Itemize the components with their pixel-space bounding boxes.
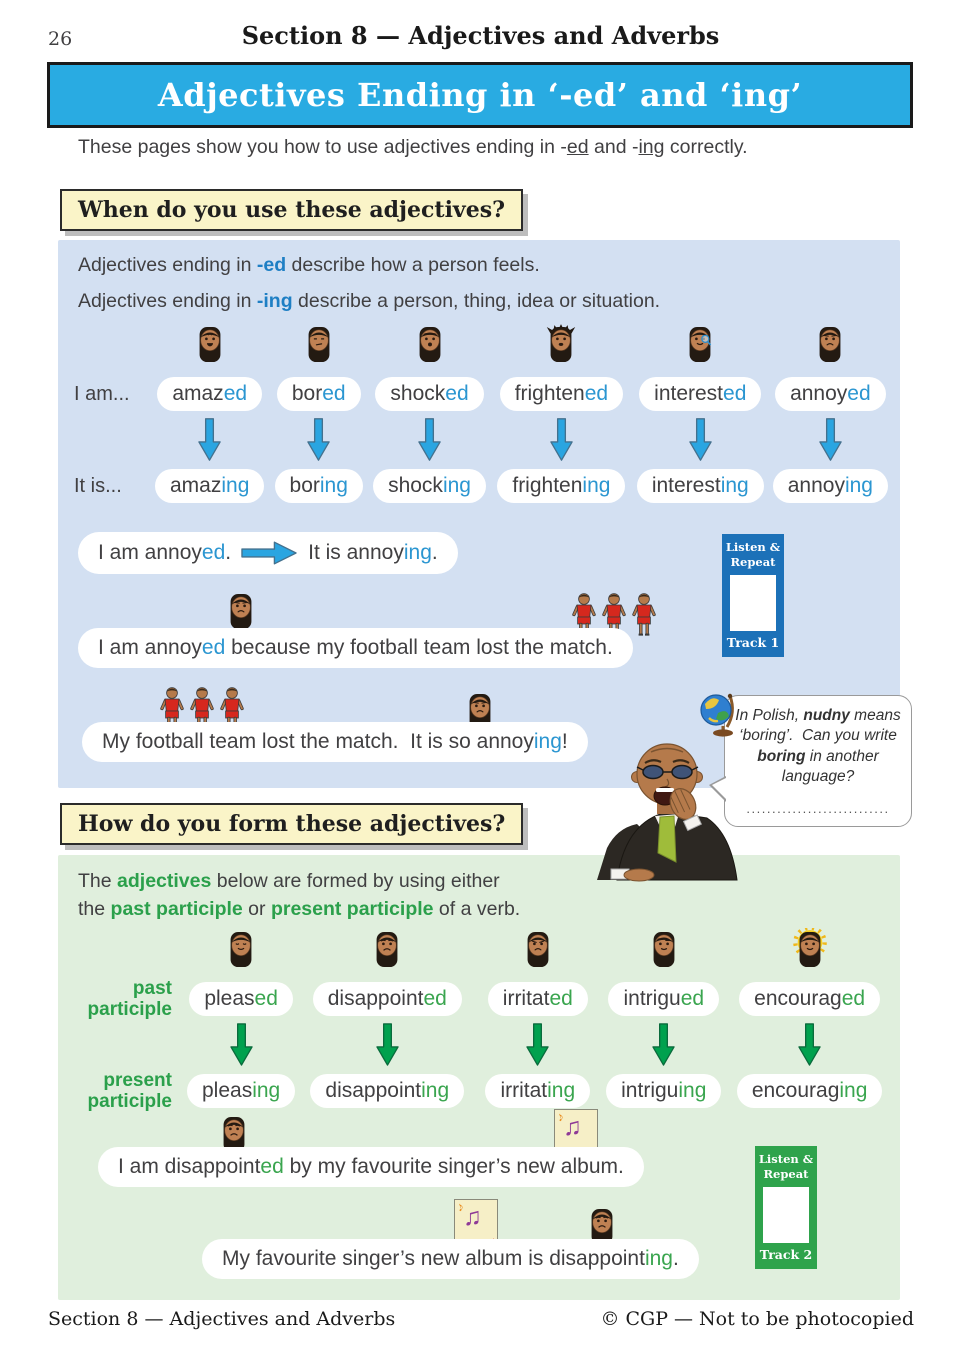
ed-word-pill: annoyed [775,377,886,411]
i-am-label: I am... [74,382,130,405]
formation-rules [78,869,520,935]
ing-word-pill: boring [275,469,363,503]
down-arrow-green-icon [797,1023,822,1067]
shocked-face-icon [412,323,448,372]
participle-pair-grid [74,931,888,1113]
music-notes-icon: ♪ ♫ [554,1109,598,1157]
rule-ed: Adjectives ending in -ed describe how a person feels. [78,254,540,276]
transform-example-right: It is annoying. [308,541,438,564]
ed-word-pill: irritated [488,982,588,1016]
ing-word-pill: encouraging [737,1074,883,1108]
annoyed-face-icon [812,323,848,372]
usage-heading: When do you use these adjectives? [60,189,523,231]
down-arrow-blue-icon [306,417,331,463]
ed-word-pill: encouraged [739,982,880,1016]
transform-example-left: I am annoyed. [98,541,232,564]
down-arrow-green-icon [651,1023,676,1067]
cd-cover-placeholder [730,575,776,631]
ed-word-pill: pleased [189,982,293,1016]
encouraged-face-icon [792,928,828,977]
ing-word-pill: shocking [373,469,486,503]
word-pair-grid [74,326,888,508]
ing-word-pill: irritating [485,1074,590,1108]
music-notes-icon: ♪ ♫ [454,1199,498,1247]
page-number: 26 [48,28,73,50]
listen-repeat-box-2 [755,1146,817,1269]
rule-ing: Adjectives ending in -ing describe a person, thing, idea or situation. [78,290,661,312]
disappointed-face-icon [369,928,405,977]
interested-face-icon [682,323,718,372]
transform-example-pill [78,532,458,574]
speech-bubble-text: In Polish, nudny means ‘boring’. Can you write boring in another language? [735,707,901,786]
ing-word-pill: interesting [637,469,764,503]
yawning-man-icon [594,732,746,882]
right-arrow-icon [241,540,298,566]
pleased-face-icon [223,928,259,977]
speech-answer-line[interactable]: ............................ [746,800,890,816]
ing-word-pill: frightening [497,469,625,503]
ed-word-pill: disappointed [313,982,462,1016]
disappointed-example-pill: I am disappointed by my favourite singer’s new album. [98,1147,644,1187]
down-arrow-green-icon [229,1023,254,1067]
cd-cover-placeholder [763,1187,809,1243]
disappointing-example-pill: My favourite singer’s new album is disappointing. [202,1239,699,1279]
formation-heading: How do you form these adjectives? [60,803,523,845]
page-footer [48,1308,914,1330]
listen-repeat-label: Listen & Repeat [758,1152,814,1181]
frightened-face-icon [543,323,579,372]
bored-face-icon [301,323,337,372]
down-arrow-blue-icon [197,417,222,463]
annoyed-example-pill: I am annoyed because my football team lost the match. [78,628,633,668]
speech-bubble [724,695,912,827]
ed-word-pill: frightened [500,377,623,411]
intro-text: These pages show you how to use adjectives ending in -ed and -ing correctly. [78,136,748,158]
track-label: Track 1 [726,634,780,650]
footer-right: © CGP — Not to be photocopied [600,1308,914,1330]
ing-word-pill: annoying [773,469,888,503]
down-arrow-green-icon [375,1023,400,1067]
present-participle-label: present participle [87,1069,172,1112]
ing-word-pill: intriguing [606,1074,721,1108]
formation-rule-line2: the past participle or present participle of a verb. [78,898,521,921]
down-arrow-blue-icon [818,417,843,463]
listen-repeat-label: Listen & Repeat [725,540,781,569]
intrigued-face-icon [646,928,682,977]
usage-rules [78,254,660,326]
usage-panel [58,240,901,816]
ed-word-pill: interested [639,377,761,411]
title-banner [47,62,913,128]
globe-icon [696,688,738,738]
down-arrow-green-icon [525,1023,550,1067]
down-arrow-blue-icon [417,417,442,463]
ing-word-pill: pleasing [187,1074,295,1108]
amazed-face-icon [192,323,228,372]
footer-left: Section 8 — Adjectives and Adverbs [48,1308,396,1330]
past-participle-label: past participle [87,977,172,1020]
listen-repeat-box-1 [722,534,784,657]
track-label: Track 2 [759,1246,813,1262]
down-arrow-blue-icon [549,417,574,463]
section-header: Section 8 — Adjectives and Adverbs [241,21,720,50]
formation-panel [58,855,900,1300]
ed-word-pill: shocked [375,377,483,411]
it-is-label: It is... [74,474,122,497]
down-arrow-blue-icon [688,417,713,463]
ed-word-pill: amazed [157,377,262,411]
annoying-example-pill: My football team lost the match. It is so annoying! [82,722,588,762]
ing-word-pill: amazing [155,469,264,503]
irritated-face-icon [520,928,556,977]
formation-rule-line1: The adjectives below are formed by using either [78,870,500,892]
ed-word-pill: bored [277,377,361,411]
page-title: Adjectives Ending in ‘-ed’ and ‘ing’ [157,76,803,114]
ing-word-pill: disappointing [310,1074,464,1108]
ed-word-pill: intrigued [608,982,719,1016]
